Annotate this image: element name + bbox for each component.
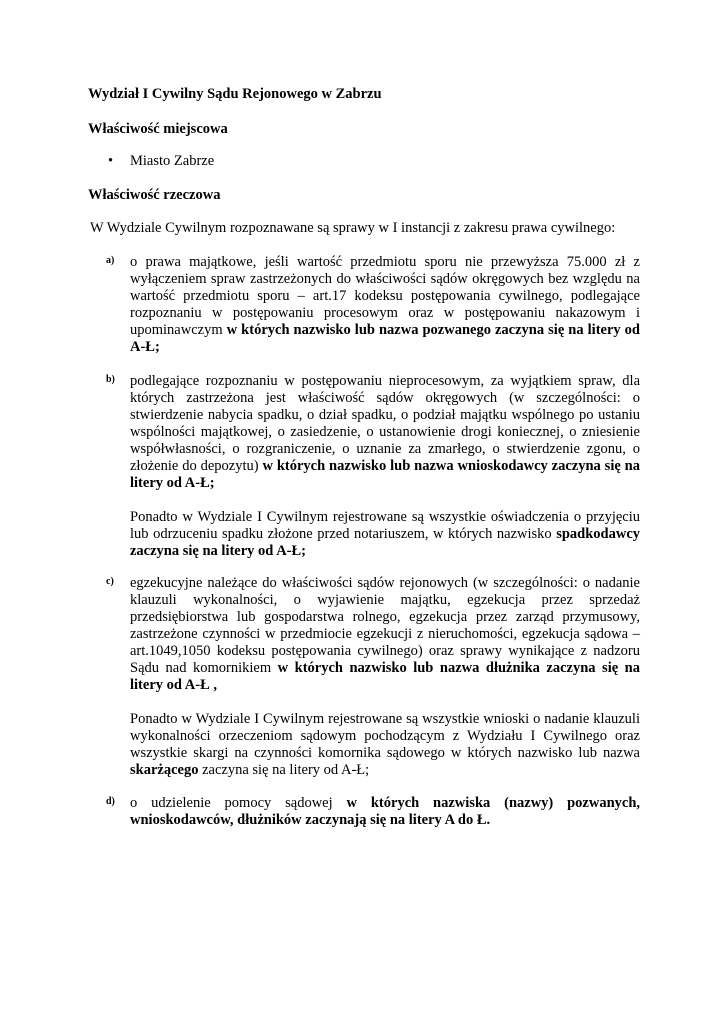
item-paragraph — [130, 254, 640, 356]
document-title: Wydział I Cywilny Sądu Rejonowego w Zabrzu — [88, 86, 382, 102]
item-paragraph — [130, 575, 640, 694]
item-text: o udzielenie pomocy sądowej — [130, 795, 333, 811]
item-bold-text: skarżącego — [130, 762, 199, 778]
item-bold-text: w których nazwiska (nazwy) pozwanych, wnioskodawców, dłużników zaczynają się na litery A do Ł. — [130, 795, 641, 828]
bullet-icon: • — [108, 153, 114, 169]
item-text: Ponadto w Wydziale I Cywilnym rejestrowane są wszystkie wnioski o nadanie klauzuli wykonalności orzeczeniom sądowym pochodzącym z Wydziału I Cywilnego oraz wszystkie skargi na czynności komornika sądowego w których nazwisko lub nazwa — [130, 711, 640, 761]
item-bold-text: w których nazwisko lub nazwa dłużnika zaczyna się na litery od A-Ł , — [130, 660, 640, 693]
heading-material-jurisdiction: Właściwość rzeczowa — [88, 187, 221, 203]
heading-local-jurisdiction: Właściwość miejscowa — [88, 121, 228, 137]
item-letter: b) — [106, 374, 115, 385]
item-letter: d) — [106, 796, 115, 807]
list-item — [108, 153, 214, 170]
item-bold-text: w których nazwisko lub nazwa pozwanego zaczyna się na litery od A-Ł; — [130, 322, 640, 355]
list-item-a — [106, 254, 640, 356]
item-paragraph-2 — [130, 509, 640, 560]
intro-paragraph: W Wydziale Cywilnym rozpoznawane są sprawy w I instancji z zakresu prawa cywilnego: — [90, 220, 616, 236]
item-paragraph — [130, 373, 640, 492]
item-paragraph-2 — [130, 711, 640, 779]
list-item-c — [106, 575, 640, 779]
item-bold-text: spadkodawcy zaczyna się na litery od A-Ł; — [130, 526, 641, 559]
item-bold-text: w których nazwisko lub nazwa wnioskodawcy zaczyna się na litery od A-Ł; — [130, 458, 640, 491]
item-body — [130, 795, 640, 829]
item-paragraph — [130, 795, 640, 829]
item-text: Ponadto w Wydziale I Cywilnym rejestrowane są wszystkie oświadczenia o przyjęciu lub odrzuceniu spadku złożone przed notariuszem, w których nazwisko — [130, 509, 640, 542]
item-body — [130, 373, 640, 560]
list-item-d — [106, 795, 640, 829]
list-item-text: Miasto Zabrze — [130, 153, 215, 169]
item-letter: a) — [106, 255, 115, 266]
item-text: podlegające rozpoznaniu w postępowaniu nieprocesowym, za wyjątkiem spraw, dla których zastrzeżona jest właściwość sądów okręgowych (w szczególności: o stwierdzenie nabycia spadku, o dział spadku, o podział majątku wspólnego po ustaniu wspólności majątkowej, o zasiedzenie, o ustanowienie drogi koniecznej, o zniesienie współwłasności, o rozgraniczenie, o uznanie za zmarłego, o stwierdzenie zgonu, o złożenie do depozytu) — [130, 373, 640, 474]
list-item-b — [106, 373, 640, 560]
item-text-tail: zaczyna się na litery od A-Ł; — [202, 762, 370, 778]
item-text: egzekucyjne należące do właściwości sądów rejonowych (w szczególności: o nadanie klauzuli wykonalności, o wyjawienie majątku, egzekucja przez sprzedaż przedsiębiorstwa lub gospodarstwa rolnego, egzekucja przez zarząd przymusowy, zastrzeżone czynności w przedmiocie egzekucji z nieruchomości, egzekucja sądowa – art.1049,1050 kodeksu postępowania cywilnego) oraz sprawy wynikające z nadzoru Sądu nad komornikiem — [130, 575, 640, 676]
item-letter: c) — [106, 576, 114, 587]
item-body — [130, 254, 640, 356]
item-body — [130, 575, 640, 779]
item-text: o prawa majątkowe, jeśli wartość przedmiotu sporu nie przewyższa 75.000 zł z wyłączeniem spraw zastrzeżonych do właściwości sądów okręgowych bez względu na wartość przedmiotu sporu – art.17 kodeksu postępowania cywilnego, podlegające rozpoznaniu w postępowaniu procesowym oraz w postępowaniu nakazowym i upominawczym — [130, 254, 640, 338]
